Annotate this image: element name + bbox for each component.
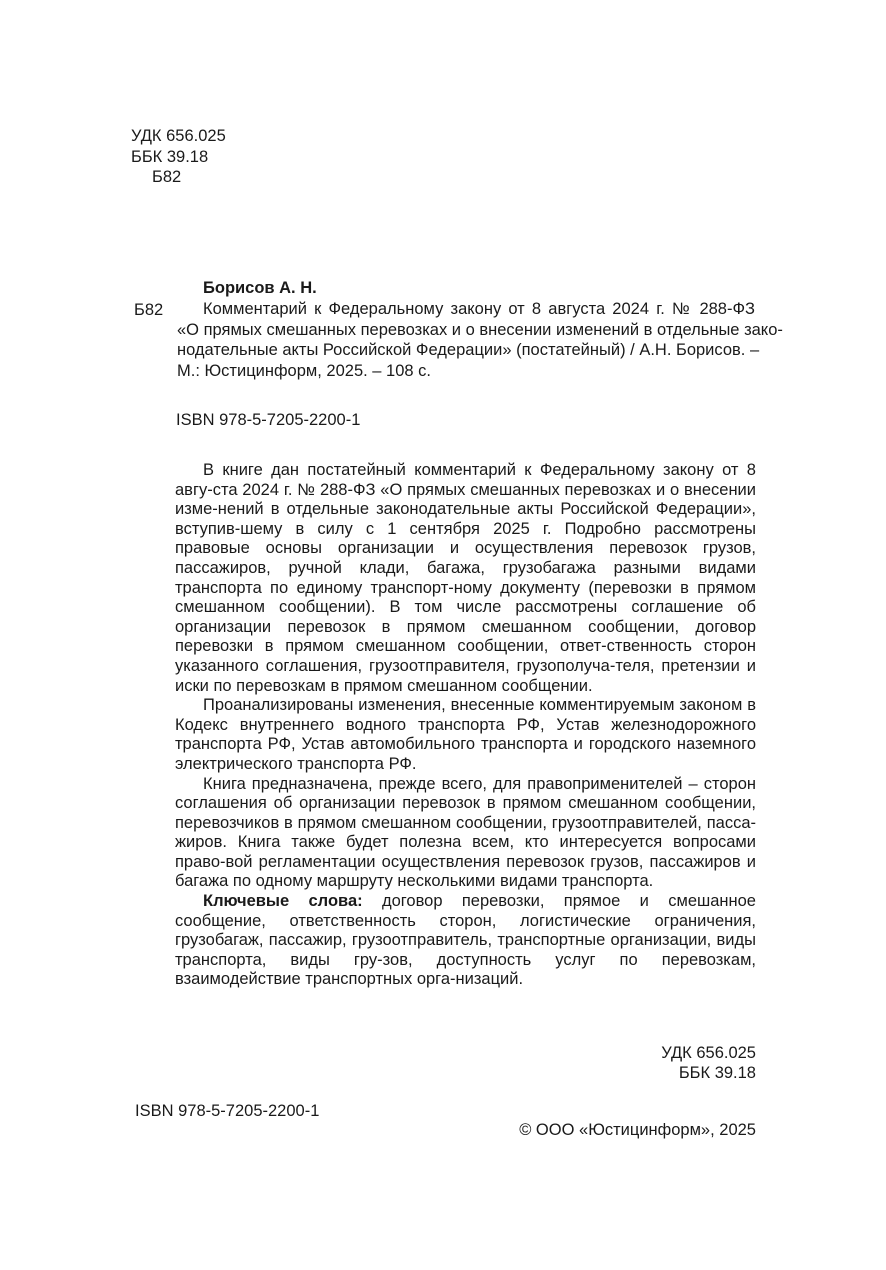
- footer-copyright: © ООО «Юстицинформ», 2025: [519, 1121, 756, 1139]
- annotation: [175, 461, 756, 990]
- header-author-mark: Б82: [152, 168, 182, 186]
- keywords-label: Ключевые слова:: [203, 892, 363, 911]
- biblio-author-mark: Б82: [134, 301, 164, 319]
- biblio-description: [177, 299, 783, 381]
- footer-bbk: ББК 39.18: [678, 1064, 756, 1082]
- footer-udk: УДК 656.025: [661, 1044, 756, 1062]
- header-bbk: ББК 39.18: [131, 148, 209, 166]
- biblio-isbn: ISBN 978-5-7205-2200-1: [176, 411, 361, 429]
- biblio-line: М.: Юстицинформ, 2025. – 108 с.: [177, 361, 431, 380]
- annotation-paragraph: В книге дан постатейный комментарий к Федеральному закону от 8 авгу-ста 2024 г. № 288-ФЗ «О прямых смешанных перевозках и о внесении изме-нений в отдельные законодательные акты Российской Федерации», вступив-шему в силу с 1 сентября 2025 г. Подробно рассмотрены правовые основы организации и осуществления перевозок грузов, пассажиров, ручной клади, багажа, грузобагажа разными видами транспорта по единому транспорт-ному документу (перевозки в прямом смешанном сообщении). В том числе рассмотрены соглашение об организации перевозок в прямом смешанном сообщении, договор перевозки в прямом смешанном сообщении, ответ-ственность сторон указанного соглашения, грузоотправителя, грузополуча-теля, претензии и иски по перевозкам в прямом смешанном сообщении.: [175, 461, 756, 695]
- header-udk: УДК 656.025: [131, 127, 226, 145]
- biblio-author: Борисов А. Н.: [203, 279, 317, 297]
- biblio-line: нодательные акты Российской Федерации» (постатейный) / А.Н. Борисов. –: [177, 341, 760, 359]
- annotation-paragraph: Проанализированы изменения, внесенные комментируемым законом в Кодекс внутреннего водного транспорта РФ, Устав железнодорожного транспорта РФ, Устав автомобильного транспорта и городского наземного электрического транспорта РФ.: [175, 696, 756, 773]
- annotation-paragraph: Книга предназначена, прежде всего, для правоприменителей – сторон соглашения об организации перевозок в прямом смешанном сообщении, перевозчиков в прямом смешанном сообщении, грузоотправителей, пасса-жиров. Книга также будет полезна всем, кто интересуется вопросами право-вой регламентации осуществления перевозок грузов, пассажиров и багажа по одному маршруту несколькими видами транспорта.: [175, 774, 756, 891]
- keywords-text: договор перевозки, прямое и смешанное сообщение, ответственность сторон, логистические ограничения, грузобагаж, пассажир, грузоотправитель, транспортные организации, виды транспорта, виды гру-зов, доступность услуг по перевозкам, взаимодействие транспортных орга-низаций.: [175, 892, 756, 989]
- biblio-line: «О прямых смешанных перевозках и о внесении изменений в отдельные зако-: [177, 320, 783, 339]
- keywords-paragraph: [175, 892, 756, 990]
- footer-isbn: ISBN 978-5-7205-2200-1: [135, 1102, 320, 1120]
- biblio-line: Комментарий к Федеральному закону от 8 августа 2024 г. № 288-ФЗ: [203, 300, 755, 318]
